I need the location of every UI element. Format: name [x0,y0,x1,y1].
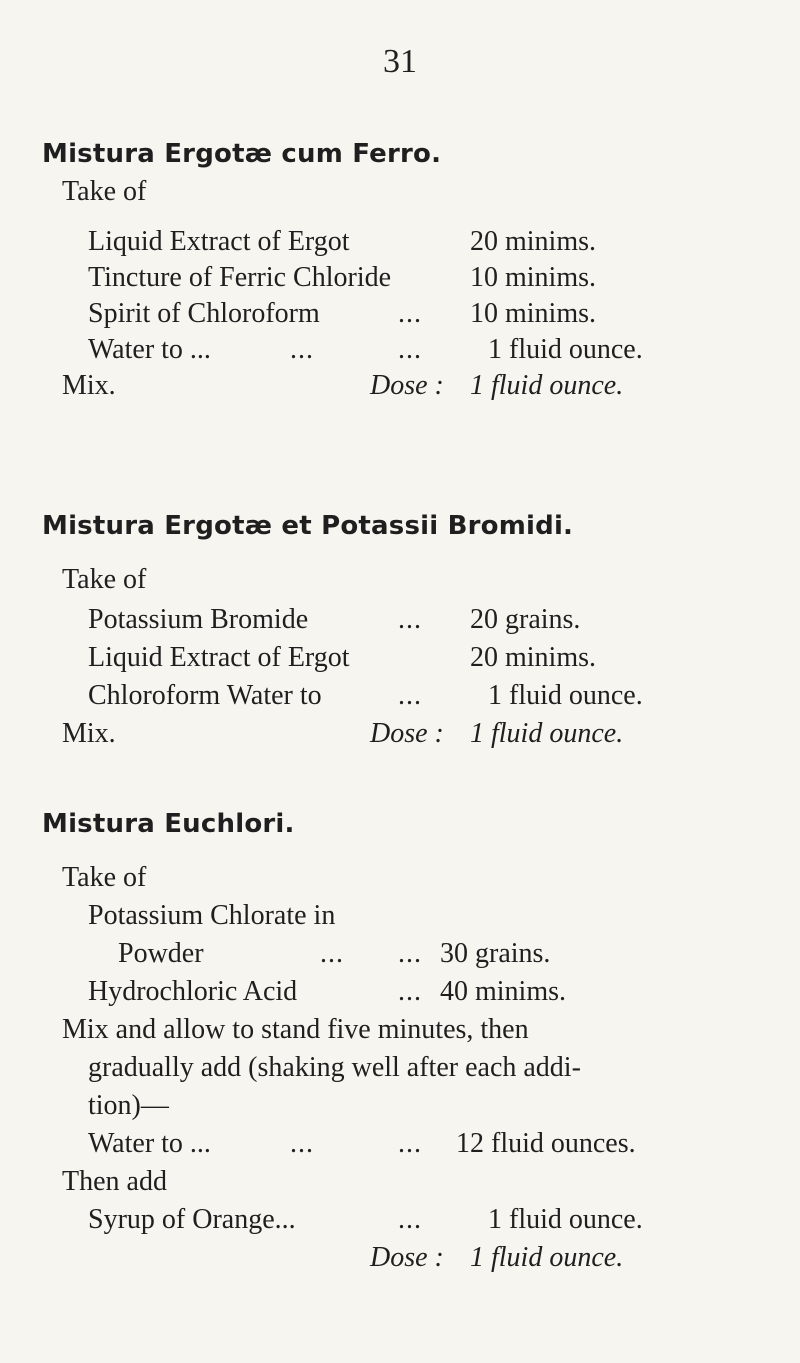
take-of-label: Take of [62,176,147,207]
ingredient-name: Spirit of Chloroform [88,298,320,329]
leader-dots: ... [320,938,344,969]
ingredient-quantity: 10 minims. [470,262,597,293]
leader-dots: ... [398,1204,422,1235]
leader-dots: ... [290,334,314,365]
ingredient-name: Potassium Chlorate in [88,900,336,931]
dose-value: 1 fluid ounce. [470,718,624,749]
leader-dots: ... [398,334,422,365]
mix-label: Mix. [62,370,116,401]
ingredient-quantity: 1 fluid ounce. [488,334,643,365]
ingredient-quantity: 40 minims. [440,976,567,1007]
dose-label: Dose : [370,718,444,749]
ingredient-quantity: 20 minims. [470,226,597,257]
take-of-label: Take of [62,564,147,595]
ingredient-quantity: 10 minims. [470,298,597,329]
ingredient-quantity: 20 minims. [470,642,597,673]
leader-dots: ... [398,604,422,635]
page-number: 31 [383,43,417,80]
ingredient-name: Liquid Extract of Ergot [88,642,350,673]
ingredient-name: Chloroform Water to [88,680,322,711]
section-heading-1: Mistura Ergotæ cum Ferro. [42,139,442,169]
ingredient-quantity: 30 grains. [440,938,551,969]
section-heading-2: Mistura Ergotæ et Potassii Bromidi. [42,511,574,541]
ingredient-quantity: 12 fluid ounces. [456,1128,636,1159]
leader-dots: ... [398,976,422,1007]
ingredient-quantity: 1 fluid ounce. [488,680,643,711]
ingredient-name: Water to ... [88,334,211,365]
instruction-text: Mix and allow to stand five minutes, then [62,1014,529,1045]
section-heading-3: Mistura Euchlori. [42,809,295,839]
ingredient-quantity: 1 fluid ounce. [488,1204,643,1235]
ingredient-name: Water to ... [88,1128,211,1159]
ingredient-name: Hydrochloric Acid [88,976,298,1007]
leader-dots: ... [398,938,422,969]
ingredient-quantity: 20 grains. [470,604,581,635]
instruction-text: Then add [62,1166,167,1197]
dose-label: Dose : [370,1242,444,1273]
leader-dots: ... [398,298,422,329]
mix-label: Mix. [62,718,116,749]
dose-value: 1 fluid ounce. [470,370,624,401]
ingredient-name: Syrup of Orange... [88,1204,296,1235]
ingredient-name: Liquid Extract of Ergot [88,226,350,257]
leader-dots: ... [398,1128,422,1159]
ingredient-name: Tincture of Ferric Chloride [88,262,392,293]
instruction-text: tion)— [88,1090,169,1121]
instruction-text: gradually add (shaking well after each addi- [88,1052,581,1083]
ingredient-name: Powder [118,938,204,969]
dose-label: Dose : [370,370,444,401]
leader-dots: ... [290,1128,314,1159]
dose-value: 1 fluid ounce. [470,1242,624,1273]
take-of-label: Take of [62,862,147,893]
leader-dots: ... [398,680,422,711]
ingredient-name: Potassium Bromide [88,604,309,635]
